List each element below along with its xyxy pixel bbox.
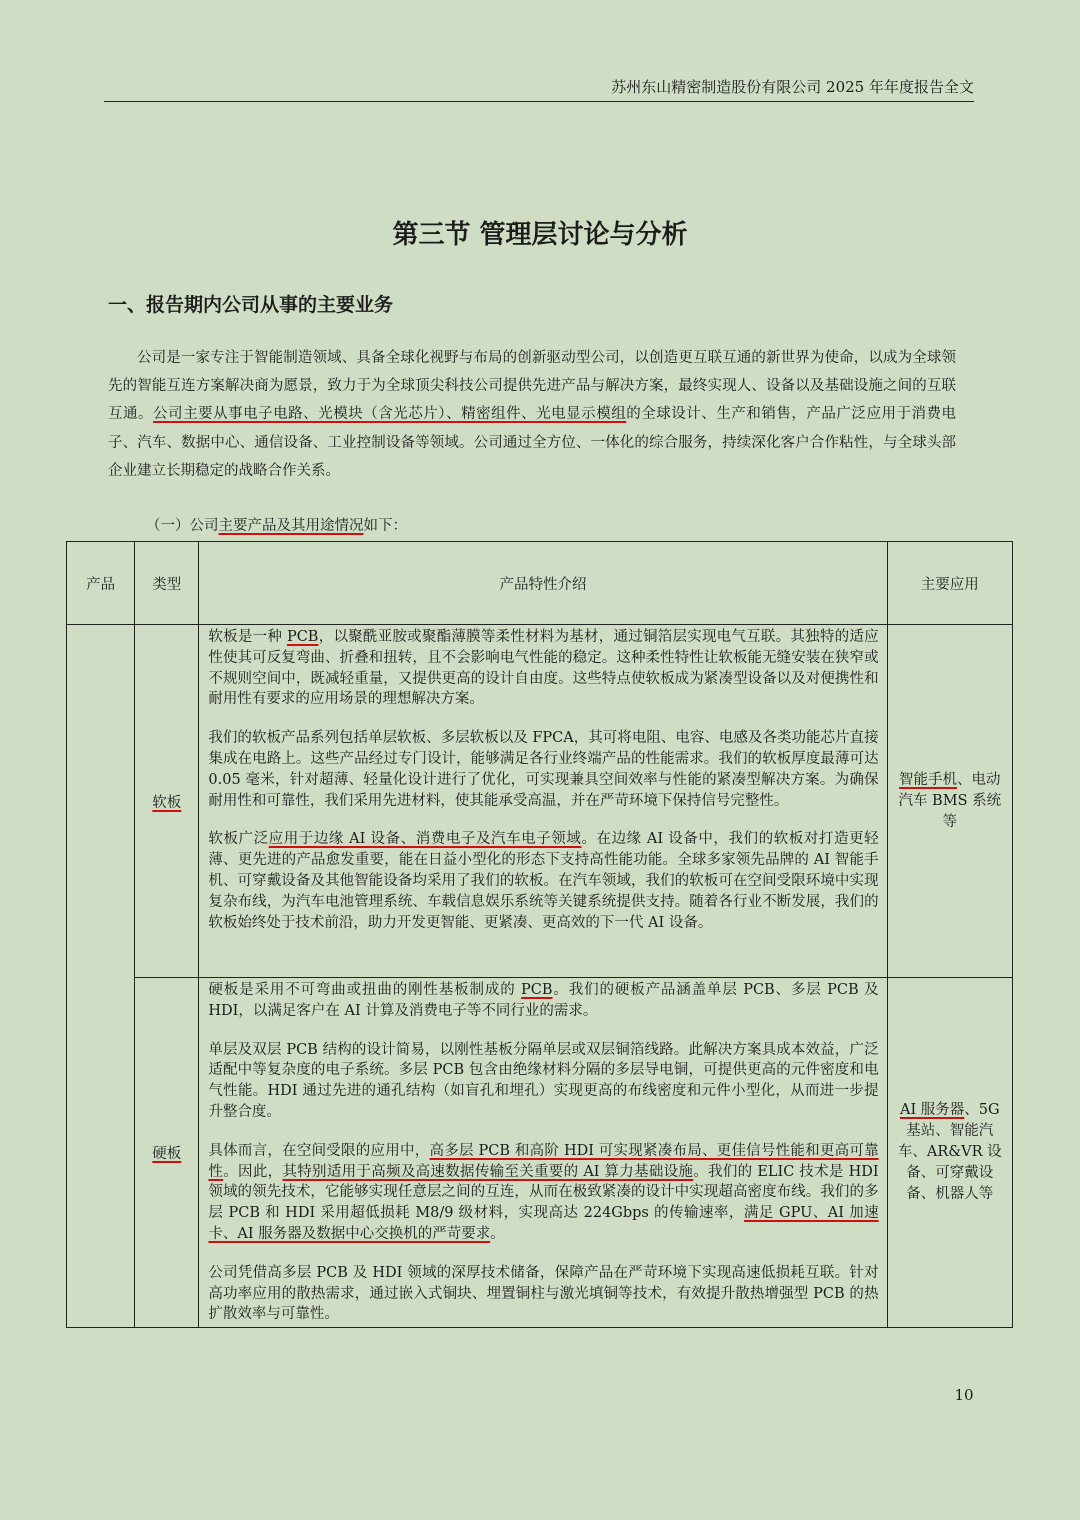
header-text: 苏州东山精密制造股份有限公司 2025 年年度报告全文	[611, 78, 974, 96]
header-product: 产品	[67, 542, 135, 625]
feature-underlined: 其特别适用于高频及高速数据传输至关重要的 AI 算力基础设施	[282, 1163, 694, 1180]
application-cell-soft-board	[887, 625, 1012, 978]
intro-underlined-text: 公司主要从事电子电路、光模块（含光芯片）、精密组件、光电显示模组	[153, 406, 627, 423]
application-text: 、电动汽车 BMS 系统等	[898, 771, 1002, 830]
feature-text: 软板广泛	[208, 831, 269, 848]
intro-text-2: 的全球设计、生产和销售，产品广泛应用于消费电子、汽车、数据中心、通信设备、工业控制设备等领域。公司通过全方位、一体化的综合服务，持续深化客户合作粘性，与全球头部企业建立长期稳定的战略合作关系。	[108, 406, 957, 479]
feature-text: 硬板是采用不可弯曲或扭曲的刚性基板制成的	[208, 982, 522, 998]
application-cell-rigid-board	[887, 978, 1012, 1328]
application-underlined: AI 服务器	[899, 1102, 965, 1119]
application-text: 、5G 基站、智能汽车、AR&VR 设备、可穿戴设备、机器人等	[897, 1102, 1002, 1203]
feature-text: 。	[490, 1225, 505, 1242]
type-label-soft-board: 软板	[152, 794, 182, 811]
table-row-rigid-board	[67, 978, 1013, 1328]
feature-paragraph: 公司凭借高多层 PCB 及 HDI 领域的深厚技术储备，保障产品在严苛环境下实现高速低损耗互联。针对高功率应用的散热需求，通过嵌入式铜块、埋置铜柱与激光填铜等技术，有效提升散热增强型 PCB 的热扩散效率与可靠性。	[208, 1264, 879, 1323]
intro-text-1: 公司是一家专注于智能制造领域、具备全球化视野与布局的创新驱动型公司，以创造更互联互通的新世界为使命，以成为全球领先的智能互连方案解决商为愿景，致力于为全球顶尖科技公司提供先进产品与解决方案，最终实现人、设备以及基础设施之间的互联互通。	[108, 350, 956, 423]
feature-underlined: 应用于边缘 AI 设备、消费电子及汽车电子领域	[268, 831, 582, 848]
table-row-soft-board	[67, 625, 1013, 978]
table-intro-underlined: 主要产品及其用途情况	[218, 518, 364, 534]
table-intro-prefix: （一）公司	[146, 518, 219, 534]
feature-text: 软板是一种	[208, 629, 287, 645]
table-intro	[146, 514, 407, 535]
feature-paragraph	[208, 1141, 878, 1245]
feature-text: 。我们的硬板产品涵盖单层 PCB、多层 PCB 及 HDI，以满足客户在 AI 计算及消费电子等不同行业的需求。	[208, 982, 879, 1019]
section-title: 第三节 管理层讨论与分析	[392, 220, 688, 250]
feature-paragraph: 我们的软板产品系列包括单层软板、多层软板以及 FPCA，其可将电阻、电容、电感及各类功能芯片直接集成在电路上。这些产品经过专门设计，能够满足各行业终端产品的性能需求。我们的软板厚度最薄可达 0.05 毫米，针对超薄、轻量化设计进行了优化，可实现兼具空间效率与性能的紧凑型解决方案。为确保耐用性和可靠性，我们采用先进材料，使其能承受高温，并在严苛环境下保持信号完整性。	[208, 730, 879, 809]
table-header-row	[67, 542, 1013, 625]
product-cell	[67, 625, 135, 1328]
feature-underlined: 满足 GPU、AI 加速卡、AI 服务器及数据中心交换机的严苛要求	[208, 1205, 879, 1242]
feature-paragraph: 单层及双层 PCB 结构的设计简易，以刚性基板分隔单层或双层铜箔线路。此解决方案具成本效益，广泛适配中等复杂度的电子系统。多层 PCB 包含由绝缘材料分隔的多层导电铜，可提供更高的元件密度和电气性能。HDI 通过先进的通孔结构（如盲孔和埋孔）实现更高的布线密度和元件小型化，从而进一步提升整合度。	[208, 1041, 879, 1120]
header-features: 产品特性介绍	[199, 542, 887, 625]
feature-underlined: PCB	[286, 629, 319, 645]
feature-underlined: 高多层 PCB 和高阶 HDI 可实现紧凑布局、更佳信号性能和更高可靠性	[208, 1142, 879, 1180]
feature-paragraph	[208, 980, 878, 1022]
feature-text: 。我们的 ELIC 技术是 HDI 领域的领先技术，它能够实现任意层之间的互连，从而在极致紧凑的设计中实现超高密度布线。我们的多层 PCB 和 HDI 采用超低损耗 M8/9 级材料，实现高达 224Gbps 的传输速率，	[208, 1163, 879, 1222]
header-type: 类型	[135, 542, 199, 625]
feature-paragraph	[208, 829, 878, 933]
header-application: 主要应用	[887, 542, 1012, 625]
products-table	[66, 541, 1013, 1328]
type-cell-soft-board	[135, 625, 199, 978]
type-cell-rigid-board	[135, 978, 199, 1328]
features-cell-soft-board	[199, 625, 887, 978]
sub-section-title: 一、报告期内公司从事的主要业务	[108, 294, 394, 316]
feature-text: 具体而言，在空间受限的应用中，	[208, 1142, 430, 1159]
page-number: 10	[954, 1386, 974, 1404]
type-label-rigid-board: 硬板	[152, 1146, 182, 1163]
feature-paragraph	[208, 627, 878, 710]
feature-text: ，以聚酰亚胺或聚酯薄膜等柔性材料为基材，通过铜箔层实现电气互联。其独特的适应性使其可反复弯曲、折叠和扭转，且不会影响电气性能的稳定。这种柔性特性让软板能无缝安装在狭窄或不规则空间中，既减轻重量，又提供更高的设计自由度。这些特点使软板成为紧凑型设备以及对便携性和耐用性有要求的应用场景的理想解决方案。	[208, 629, 879, 708]
features-cell-rigid-board	[199, 978, 887, 1328]
feature-underlined: PCB	[521, 982, 553, 998]
table-intro-suffix: 如下：	[363, 518, 407, 534]
report-header	[104, 76, 974, 102]
intro-paragraph	[108, 344, 956, 485]
feature-text: 。在边缘 AI 设备中，我们的软板对打造更轻薄、更先进的产品愈发重要，能在日益小型化的形态下支持高性能功能。全球多家领先品牌的 AI 智能手机、可穿戴设备及其他智能设备均采用了我们的软板。在汽车领域，我们的软板可在空间受限环境中实现复杂布线，为汽车电池管理系统、车载信息娱乐系统等关键系统提供支持。随着各行业不断发展，我们的软板始终处于技术前沿，助力开发更智能、更紧凑、更高效的下一代 AI 设备。	[208, 831, 879, 931]
application-underlined: 智能手机	[899, 771, 958, 788]
feature-text: 。因此，	[223, 1163, 283, 1180]
